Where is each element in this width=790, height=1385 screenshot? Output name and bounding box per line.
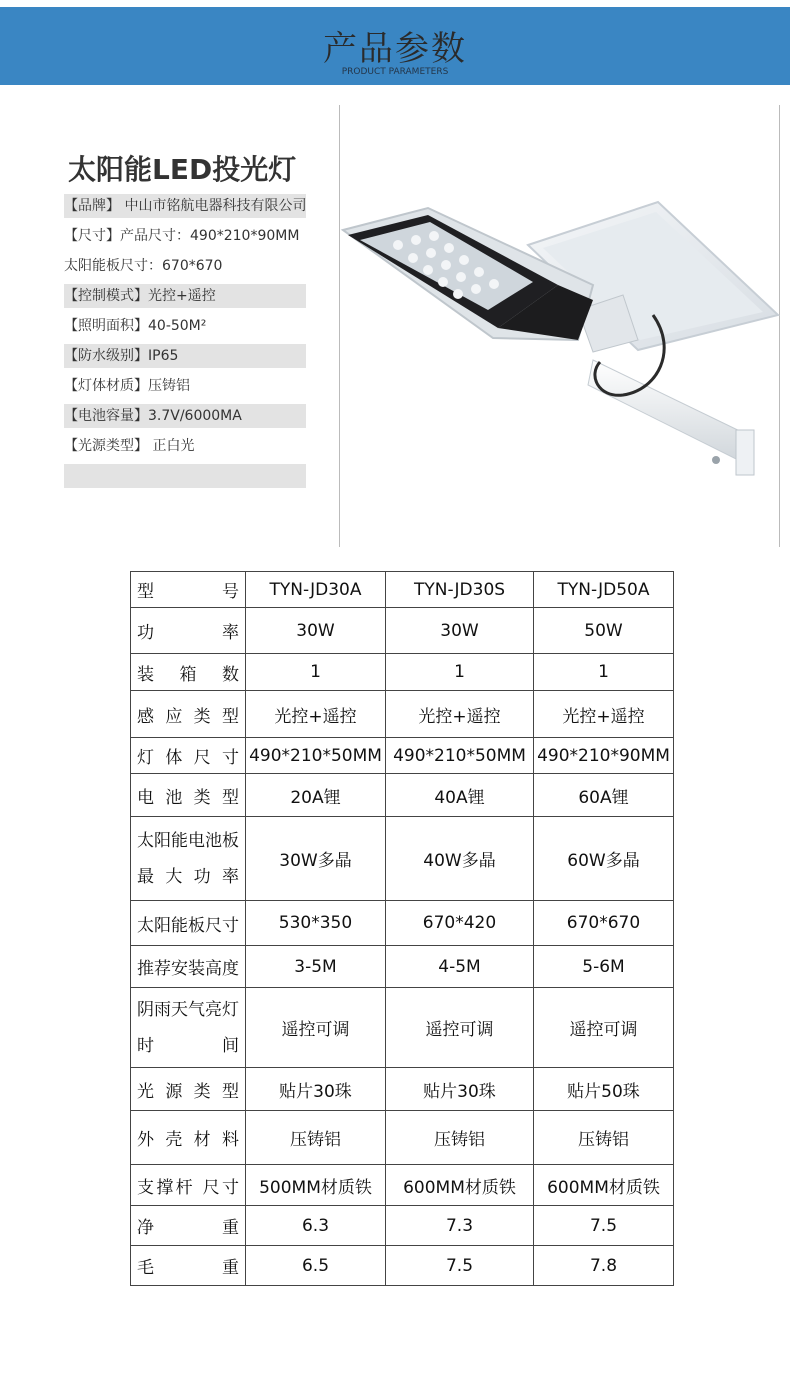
table-row [131, 691, 674, 738]
cell: 遥控可调 [534, 988, 674, 1068]
row-label-line1: 太阳能电池板 [137, 830, 239, 851]
cell: 1 [386, 654, 534, 691]
cell: 670*420 [386, 901, 534, 946]
cell: 50W [534, 608, 674, 654]
cell: 40A锂 [386, 774, 534, 817]
cell: 遥控可调 [246, 988, 386, 1068]
table-row [131, 608, 674, 654]
page-title: 产品参数 [323, 29, 467, 69]
cell: 光控+遥控 [534, 691, 674, 738]
row-label: 毛重 [131, 1246, 246, 1286]
table-row [131, 572, 674, 608]
cell: 20A锂 [246, 774, 386, 817]
table-row [131, 654, 674, 691]
spec-battery: 【电池容量】3.7V/6000MA [64, 404, 306, 428]
cell: 7.8 [534, 1246, 674, 1286]
cell: 30W多晶 [246, 817, 386, 901]
table-row [131, 738, 674, 774]
row-label: 电池类型 [131, 774, 246, 817]
table-row [131, 946, 674, 988]
cell: 600MM材质铁 [386, 1165, 534, 1206]
row-label: 型号 [131, 572, 246, 608]
spec-panel-size: 太阳能板尺寸：670*670 [64, 258, 223, 274]
cell: 压铸铝 [246, 1111, 386, 1165]
cell: TYN-JD50A [534, 572, 674, 608]
spec-brand: 【品牌】 中山市铭航电器科技有限公司 [64, 194, 306, 218]
cell: 7.5 [534, 1206, 674, 1246]
product-title: 太阳能LED投光灯 [68, 153, 297, 186]
table-row [131, 988, 674, 1068]
cell: 490*210*90MM [534, 738, 674, 774]
cell: 60A锂 [534, 774, 674, 817]
table-row [131, 1246, 674, 1286]
row-label: 光源类型 [131, 1068, 246, 1111]
cell: 6.5 [246, 1246, 386, 1286]
table-row [131, 901, 674, 946]
cell: 1 [246, 654, 386, 691]
cell: 40W多晶 [386, 817, 534, 901]
spec-blank-row [64, 464, 306, 488]
table-row [131, 1206, 674, 1246]
spec-light-source: 【光源类型】 正白光 [64, 438, 195, 454]
cell: 光控+遥控 [246, 691, 386, 738]
row-label: 支撑杆 尺寸 [131, 1165, 246, 1206]
spec-size: 【尺寸】产品尺寸：490*210*90MM [64, 228, 300, 244]
page-subtitle: PRODUCT PARAMETERS [341, 67, 449, 77]
cell: 530*350 [246, 901, 386, 946]
row-label-line1: 阴雨天气亮灯 [137, 999, 239, 1020]
cell: 贴片30珠 [246, 1068, 386, 1111]
header-banner [0, 7, 790, 85]
row-label-line2: 最大功率 [137, 866, 239, 887]
cell: 3-5M [246, 946, 386, 988]
cell: 5-6M [534, 946, 674, 988]
row-label: 推荐安装高度 [131, 946, 246, 988]
table-row [131, 1165, 674, 1206]
table-row [131, 1068, 674, 1111]
cell: 30W [386, 608, 534, 654]
row-label: 感应类型 [131, 691, 246, 738]
spec-waterproof: 【防水级别】IP65 [64, 344, 306, 368]
row-label [131, 988, 246, 1068]
row-label: 功率 [131, 608, 246, 654]
cell: 30W [246, 608, 386, 654]
table-row [131, 774, 674, 817]
cell: 光控+遥控 [386, 691, 534, 738]
cell: 1 [534, 654, 674, 691]
cell: 7.5 [386, 1246, 534, 1286]
cell: 贴片30珠 [386, 1068, 534, 1111]
cell: 490*210*50MM [246, 738, 386, 774]
cell: 490*210*50MM [386, 738, 534, 774]
cell: 压铸铝 [386, 1111, 534, 1165]
row-label: 装箱数 [131, 654, 246, 691]
cell: 600MM材质铁 [534, 1165, 674, 1206]
cell: 7.3 [386, 1206, 534, 1246]
cell: 670*670 [534, 901, 674, 946]
cell: 贴片50珠 [534, 1068, 674, 1111]
row-label: 净重 [131, 1206, 246, 1246]
table-row [131, 1111, 674, 1165]
solar-street-lamp-image [338, 190, 783, 490]
cell: 压铸铝 [534, 1111, 674, 1165]
spec-light-area: 【照明面积】40-50M² [64, 318, 207, 334]
row-label [131, 817, 246, 901]
row-label-line2: 时间 [137, 1035, 239, 1056]
row-label: 太阳能板尺寸 [131, 901, 246, 946]
spec-material: 【灯体材质】压铸铝 [64, 378, 190, 394]
cell: 500MM材质铁 [246, 1165, 386, 1206]
spec-control-mode: 【控制模式】光控+遥控 [64, 284, 306, 308]
cell: 60W多晶 [534, 817, 674, 901]
parameter-table [130, 571, 674, 1286]
cell: 6.3 [246, 1206, 386, 1246]
table-row [131, 817, 674, 901]
row-label: 灯体尺寸 [131, 738, 246, 774]
row-label: 外壳材料 [131, 1111, 246, 1165]
cell: TYN-JD30A [246, 572, 386, 608]
cell: TYN-JD30S [386, 572, 534, 608]
cell: 4-5M [386, 946, 534, 988]
cell: 遥控可调 [386, 988, 534, 1068]
